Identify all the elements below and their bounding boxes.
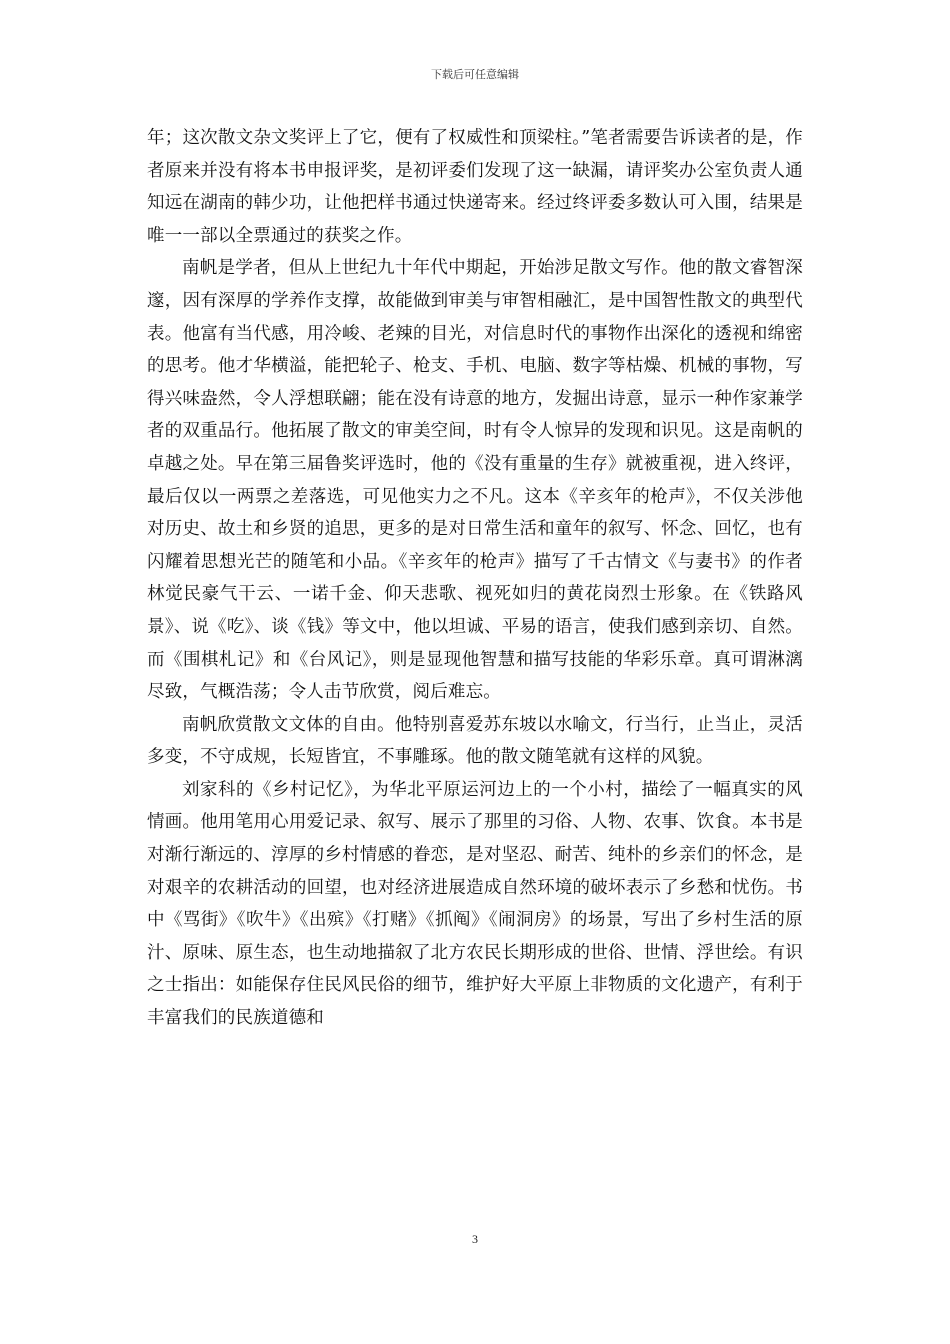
paragraph-1: 年；这次散文杂文奖评上了它，便有了权威性和顶梁柱。”笔者需要告诉读者的是，作者原来并没有将本书申报评奖，是初评委们发现了这一缺漏，请评奖办公室负责人通知远在湖南的韩少功，让他把样书通过快递寄来。经过终评委多数认可入围，结果是唯一一部以全票通过的获奖之作。	[147, 128, 803, 246]
paragraph-2: 南帆是学者，但从上世纪九十年代中期起，开始涉足散文写作。他的散文睿智深邃，因有深厚的学养作支撑，故能做到审美与审智相融汇，是中国智性散文的典型代表。他富有当代感，用冷峻、老辣的目光，对信息时代的事物作出深化的透视和绵密的思考。他才华横溢，能把轮子、枪支、手机、电脑、数字等枯燥、机械的事物，写得兴味盎然，令人浮想联翩；能在没有诗意的地方，发掘出诗意，显示一种作家兼学者的双重品行。他拓展了散文的审美空间，时有令人惊异的发现和识见。这是南帆的卓越之处。早在第三届鲁奖评选时，他的《没有重量的生存》就被重视，进入终评，最后仅以一两票之差落选，可见他实力之不凡。这本《辛亥年的枪声》，不仅关涉他对历史、故土和乡贤的追思，更多的是对日常生活和童年的叙写、怀念、回忆，也有闪耀着思想光芒的随笔和小品。《辛亥年的枪声》描写了千古情文《与妻书》的作者林觉民豪气干云、一诺千金、仰天悲歌、视死如归的黄花岗烈士形象。在《铁路风景》、说《吃》、谈《钱》等文中，他以坦诚、平易的语言，使我们感到亲切、自然。而《围棋札记》和《台风记》，则是显现他智慧和描写技能的华彩乐章。真可谓淋漓尽致，气概浩荡；令人击节欣赏，阅后难忘。	[147, 258, 803, 703]
paragraph-4: 刘家科的《乡村记忆》，为华北平原运河边上的一个小村，描绘了一幅真实的风情画。他用笔用心用爱记录、叙写、展示了那里的习俗、人物、农事、饮食。本书是对渐行渐远的、淳厚的乡村情感的眷恋，是对坚忍、耐苦、纯朴的乡亲们的怀念，是对艰辛的农耕活动的回望，也对经济进展造成自然环境的破坏表示了乡愁和忧伤。书中《骂街》《吹牛》《出殡》《打赌》《抓阄》《闹洞房》的场景，写出了乡村生活的原汁、原味、原生态，也生动地描叙了北方农民长期形成的世俗、世情、浮世绘。有识之士指出：如能保存住民风民俗的细节，维护好大平原上非物质的文化遗产，有利于丰富我们的民族道德和	[147, 779, 803, 1029]
paragraph-3: 南帆欣赏散文文体的自由。他特别喜爱苏东坡以水喻文，行当行，止当止，灵活多变，不守成规，长短皆宜，不事雕琢。他的散文随笔就有这样的风貌。	[147, 714, 803, 768]
document-body	[147, 122, 803, 1035]
page-header: 下载后可任意编辑	[431, 68, 519, 81]
page-number: 3	[472, 1232, 478, 1246]
